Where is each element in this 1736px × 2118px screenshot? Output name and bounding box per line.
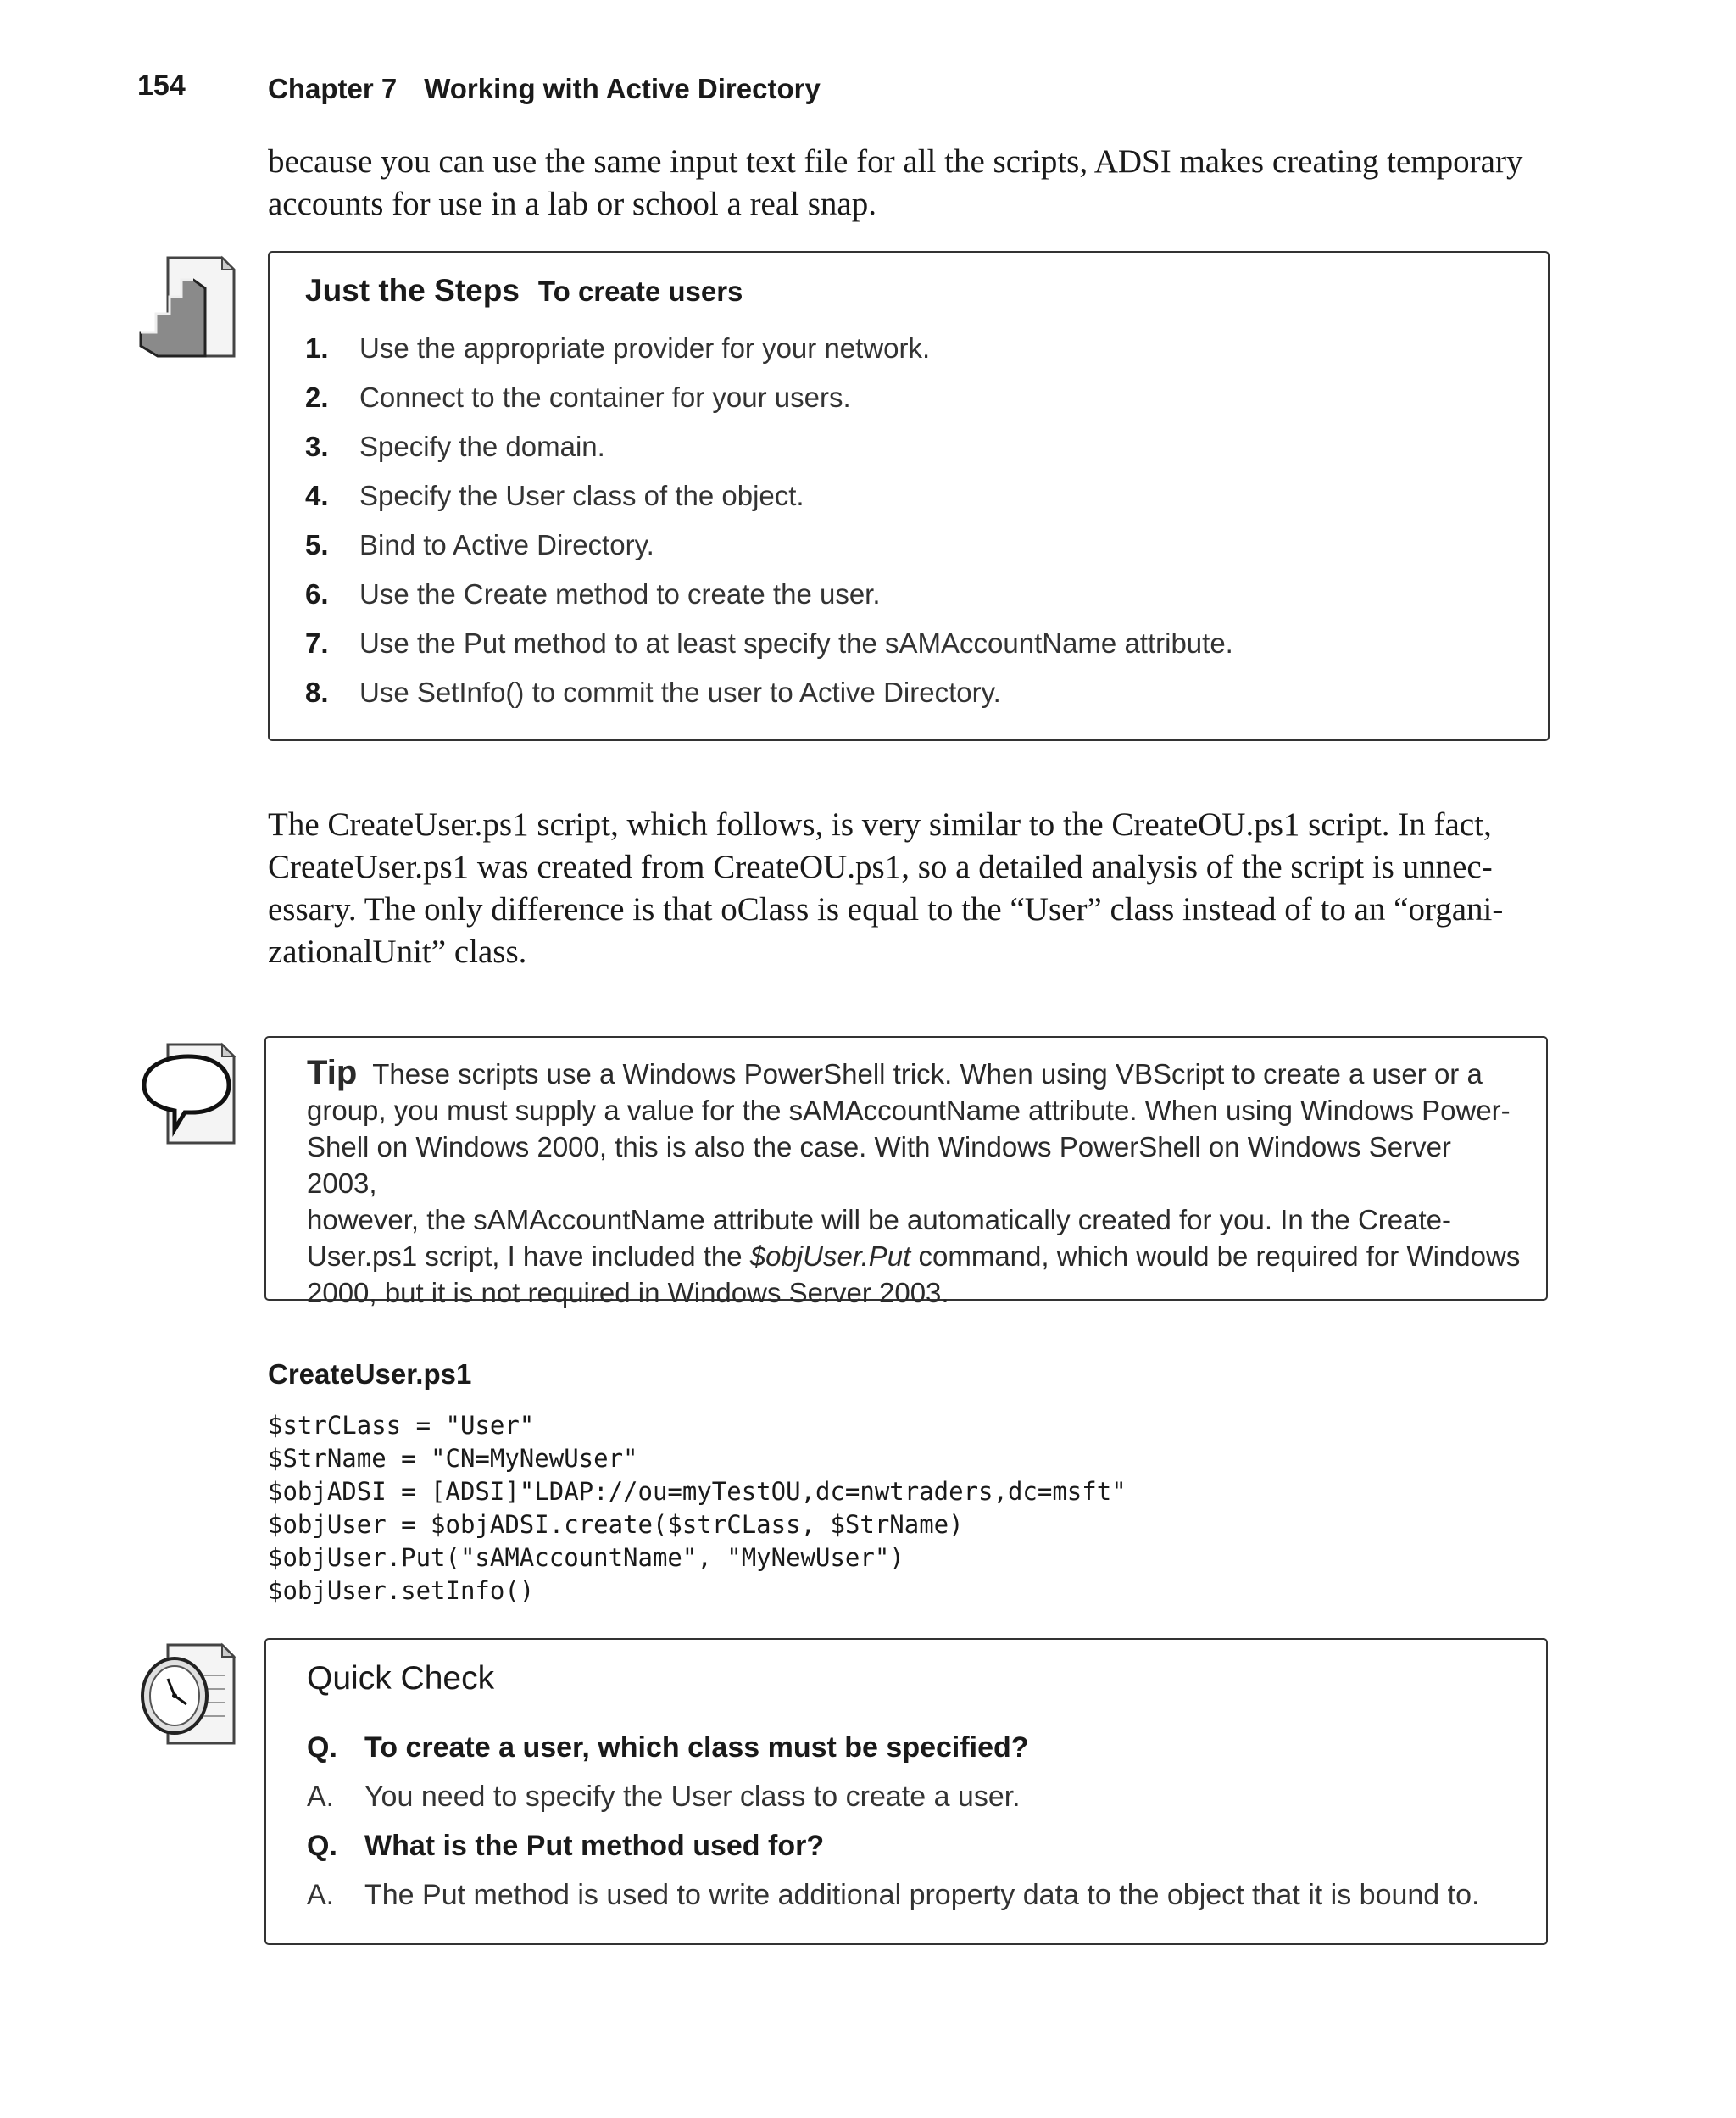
intro-line: because you can use the same input text file for all the scripts, ADSI makes creating temporary xyxy=(268,143,1523,180)
step-text: Specify the domain. xyxy=(359,431,605,462)
steps-heading xyxy=(305,273,743,309)
question-text: What is the Put method used for? xyxy=(364,1830,825,1862)
tip-line: Shell on Windows 2000, this is also the case. With Windows PowerShell on Windows Server 2003, xyxy=(307,1131,1451,1199)
step-number: 4. xyxy=(305,480,329,511)
tip-line xyxy=(307,1238,1527,1274)
question-text: To create a user, which class must be specified? xyxy=(364,1731,1029,1764)
step-item xyxy=(305,373,1233,422)
body-line: CreateUser.ps1 was created from CreateOU.ps1, so a detailed analysis of the script is unnec- xyxy=(268,849,1493,885)
step-text: Use the Put method to at least specify the sAMAccountName attribute. xyxy=(359,627,1233,659)
intro-line: accounts for use in a lab or school a real snap. xyxy=(268,186,876,222)
step-item xyxy=(305,324,1233,373)
stopwatch-icon xyxy=(134,1641,239,1747)
step-item xyxy=(305,521,1233,570)
steps-title: To create users xyxy=(537,276,743,307)
tip-label: Tip xyxy=(307,1054,358,1091)
quick-check-title: Quick Check xyxy=(307,1660,495,1697)
just-the-steps-box xyxy=(268,251,1550,741)
answer-text: You need to specify the User class to create a user. xyxy=(364,1781,1021,1813)
steps-label: Just the Steps xyxy=(305,273,520,308)
step-number: 1. xyxy=(305,332,329,364)
body-line: essary. The only difference is that oClass is equal to the “User” class instead of to an “organi- xyxy=(268,891,1504,928)
chapter-title: Working with Active Directory xyxy=(424,73,821,104)
tip-line xyxy=(307,1055,1527,1092)
tip-box xyxy=(264,1036,1548,1308)
step-item xyxy=(305,570,1233,619)
tip-body xyxy=(307,1055,1527,1311)
step-number: 6. xyxy=(305,578,329,610)
quick-check-list xyxy=(307,1723,1479,1920)
step-number: 8. xyxy=(305,677,329,708)
q-mark: Q. xyxy=(307,1830,337,1862)
step-text: Use the Create method to create the user. xyxy=(359,578,881,610)
body-line: The CreateUser.ps1 script, which follows, is very similar to the CreateOU.ps1 script. In fact, xyxy=(268,806,1492,843)
body-line: zationalUnit” class. xyxy=(268,934,527,970)
tip-code-reference: $objUser.Put xyxy=(749,1240,911,1272)
listing-title: CreateUser.ps1 xyxy=(268,1358,472,1390)
chapter-label: Chapter 7 xyxy=(268,73,398,104)
step-item xyxy=(305,668,1233,717)
step-text: Connect to the container for your users. xyxy=(359,382,851,413)
step-text: Bind to Active Directory. xyxy=(359,529,654,560)
answer-text: The Put method is used to write additional property data to the object that it is bound to. xyxy=(364,1879,1480,1911)
code-line: $objUser.Put("sAMAccountName", "MyNewUser") xyxy=(268,1543,904,1572)
code-line: $strCLass = "User" xyxy=(268,1411,535,1440)
quick-check-box xyxy=(264,1638,1548,1945)
question-item xyxy=(307,1723,1479,1772)
step-number: 7. xyxy=(305,627,329,659)
running-head xyxy=(268,73,821,105)
tip-line: however, the sAMAccountName attribute will be automatically created for you. In the Create- xyxy=(307,1204,1451,1235)
answer-item xyxy=(307,1870,1479,1920)
tip-line: 2000, but it is not required in Windows Server 2003. xyxy=(307,1277,949,1308)
stairs-icon xyxy=(134,254,239,360)
step-item xyxy=(305,422,1233,471)
intro-paragraph xyxy=(268,141,1548,226)
tip-text: These scripts use a Windows PowerShell trick. When using VBScript to create a user or a xyxy=(372,1058,1483,1090)
page-number: 154 xyxy=(137,70,186,102)
tip-line: group, you must supply a value for the sAMAccountName attribute. When using Windows Power- xyxy=(307,1095,1511,1126)
step-number: 2. xyxy=(305,382,329,413)
step-text: Use SetInfo() to commit the user to Active Directory. xyxy=(359,677,1001,708)
step-number: 3. xyxy=(305,431,329,462)
body-paragraph xyxy=(268,804,1548,973)
steps-list xyxy=(305,324,1233,717)
answer-item xyxy=(307,1772,1479,1821)
question-item xyxy=(307,1821,1479,1870)
q-mark: Q. xyxy=(307,1731,337,1764)
code-listing xyxy=(268,1409,1127,1608)
code-line: $objUser.setInfo() xyxy=(268,1576,535,1605)
speech-bubble-icon xyxy=(134,1041,239,1146)
step-text: Use the appropriate provider for your network. xyxy=(359,332,931,364)
tip-text: User.ps1 script, I have included the xyxy=(307,1240,750,1272)
code-line: $objADSI = [ADSI]"LDAP://ou=myTestOU,dc=nwtraders,dc=msft" xyxy=(268,1477,1127,1506)
step-item xyxy=(305,471,1233,521)
step-number: 5. xyxy=(305,529,329,560)
step-item xyxy=(305,619,1233,668)
a-mark: A. xyxy=(307,1781,335,1813)
code-line: $StrName = "CN=MyNewUser" xyxy=(268,1444,638,1473)
a-mark: A. xyxy=(307,1879,335,1911)
step-text: Specify the User class of the object. xyxy=(359,480,804,511)
tip-text: command, which would be required for Windows xyxy=(910,1240,1521,1272)
code-line: $objUser = $objADSI.create($strCLass, $StrName) xyxy=(268,1510,964,1539)
